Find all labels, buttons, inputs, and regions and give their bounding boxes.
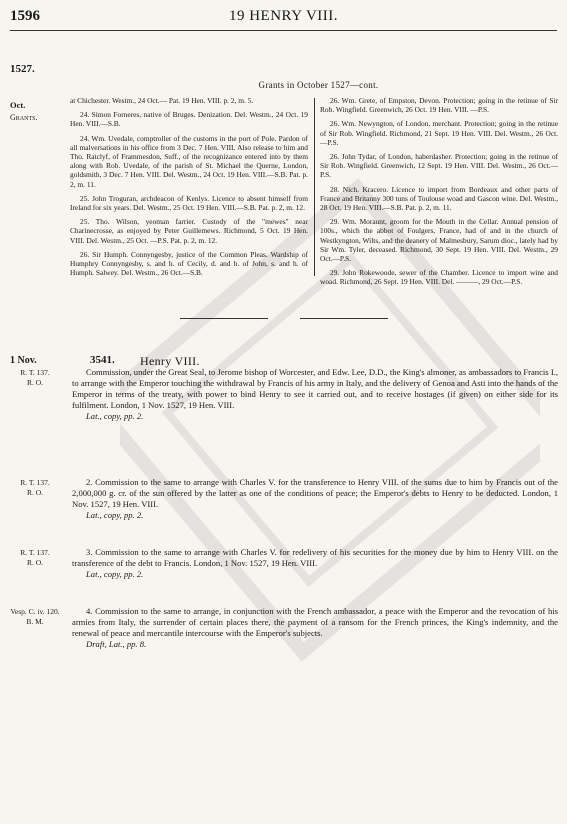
margin-ref-line: B. M. [26, 617, 44, 626]
grants-left-column [70, 96, 308, 282]
margin-ref-line: R. O. [26, 558, 44, 567]
grant-entry: 24. Wm. Uvedale, comptroller of the customs in the port of Pole. Pardon of all malversations in his office from 3 Dec. 7 Hen. VIII. Also release to him and Tho. Ratclyf, of Frammesdon, Suff., of the recognizance entered into by them along with Rob. Uvedale, of the parish of St. Michael the Querne, London, goldsmith, 3 Dec. 7 Hen. VIII. Del. Westm., 24 Oct. 19 Hen. VIII.—S.B. Pat. p. 2, m. 11. [70, 133, 308, 189]
page-number: 1596 [10, 8, 40, 24]
entry-number: 3541. [90, 354, 115, 366]
margin-ref-line: Vesp. C. iv. 120. [10, 607, 60, 616]
header-rule [10, 30, 557, 31]
grants-section-title: Grants in October 1527—cont. [258, 80, 379, 90]
entry-title: Henry VIII. [140, 354, 200, 368]
margin-reference [8, 368, 62, 388]
paragraph-text: 2. Commission to the same to arrange with Charles V. for the transference to Henry VIII. of the sums due to him by Francis out of the 2,000,000 g. cr. of the sun offered by the latter as one of the conditions of peace; the Emperor's debts to Henry to be deducted. London, 1 Nov. 1527, 19 Hen. VIII. [72, 477, 558, 509]
section-separator-left [180, 318, 268, 319]
margin-reference [8, 607, 62, 627]
grant-entry: 29. Wm. Moraunt, groom for the Mouth in the Cellar. Annual pension of 100s., which the abbot of Foulgers, France, had of and in the church of Westkyngton, Wilts, and the deanery of Malmesbury, Sarum dioc., lately had by Sir Wm. Tyler, deceased. Richmond, 30 Sept. 19 Hen. VIII. Del. Westm., 29 Oct.—P.S. [320, 217, 558, 264]
entry-paragraph [72, 606, 558, 650]
paragraph-text: Commission, under the Great Seal, to Jerome bishop of Worcester, and Edw. Lee, D.D., the King's almoner, as ambassadors to Francis I., to arrange with the Emperor touching the withdrawal by Francis of his army in Italy, and the delivery of Genoa and Asti into the hands of the Emperor in terms of the treaty, with power to bind Henry to see it carried out, and to receive hostages (if given) on either side for its fulfilment. London, 1 Nov. 1527, 19 Hen. VIII. [72, 367, 558, 410]
grant-entry: 26. Wm. Grete, of Empston, Devon. Protection; going in the retinue of Sir Rob. Wingfield. Greenwich, 26 Oct. 19 Hen. VIII. —P.S. [320, 96, 558, 115]
margin-ref-line: R. O. [26, 488, 44, 497]
section-separator-right [300, 318, 388, 319]
margin-reference [8, 548, 62, 568]
margin-reference [8, 478, 62, 498]
paragraph-source: Lat., copy, pp. 2. [86, 411, 144, 421]
grant-entry: 28. Nich. Kracero. Licence to import from Bordeaux and other parts of France and Britanny 300 tuns of Toulouse woad and Gascon wine. Del. Westm., 28 Oct. 19 Hen. VIII.—S.B. Pat. p. 2, m. 11. [320, 184, 558, 213]
grants-right-column [320, 96, 558, 292]
margin-ref-line: R. O. [26, 378, 44, 387]
entry-paragraph [72, 547, 558, 580]
paragraph-source: Lat., copy, pp. 2. [86, 510, 144, 520]
margin-month: Oct. [10, 100, 26, 110]
grant-entry: 26. John Tydar, of London, haberdasher. Protection; going in the retinue of Sir Rob. Wingfield. Greenwich, 12 Sept. 19 Hen. VIII. Del. Westm., 26 Oct.—P.S. [320, 152, 558, 180]
paragraph-source: Lat., copy, pp. 2. [86, 569, 144, 579]
margin-ref-line: R. T. 137. [20, 368, 50, 377]
grant-entry: 25. John Troguran, archdeacon of Kenlys. Licence to absent himself from Ireland for six years. Del. Westm., 25 Oct. 19 Hen. VIII.—S.B. Pat. p. 2, m. 12. [70, 193, 308, 213]
year-label: 1527. [10, 63, 35, 75]
grant-entry: 26. Sir Humph. Connyngesby, justice of the Common Pleas. Wardship of Humphry Connyngesby, s. and h. of Cecily, d. and h. of John, s. and h. of Humph. Salwey. Del. Westm., 26 Oct.—S.B. [70, 249, 308, 278]
grant-entry: 24. Simon Forneres, native of Bruges. Denization. Del. Westm., 24 Oct. 19 Hen. VIII.—S.B. [70, 110, 308, 129]
grant-entry: 29. John Rokewoode, sewer of the Chamber. Licence to import wine and woad. Richmond, 26 Sept. 19 Hen. VIII. Del. ———, 29 Oct.—P.S. [320, 268, 558, 287]
margin-ref-line: R. T. 137. [20, 548, 50, 557]
paragraph-source: Draft, Lat., pp. 8. [86, 639, 147, 649]
grant-entry: 25. Tho. Wilson, yeoman farrier. Custody of the "mewes" near Charinecrosse, as enjoyed by Peter Guillemews. Richmond, 5 Oct. 19 Hen. VIII. Del. Westm., 25 Oct. —P.S. Pat. p. 2, m. 12. [70, 217, 308, 245]
grant-entry: 26. Wm. Newyngton, of London, merchant. Protection; going in the retinue of Sir Rob. Wingfield. Richmond, 21 Sept. 19 Hen. VIII. Del. Westm., 26 Oct.—P.S. [320, 119, 558, 147]
margin-section: Grants. [10, 113, 38, 122]
column-divider [314, 98, 315, 276]
entry-date: 1 Nov. [10, 355, 37, 366]
entry-paragraph [72, 477, 558, 521]
paragraph-text: 3. Commission to the same to arrange with Charles V. for redelivery of his securities for the money due by him to Henry VIII. on the transference of the debt to Francis. London, 1 Nov. 1527, 19 Hen. VIII. [72, 547, 558, 568]
running-title: 19 HENRY VIII. [228, 8, 339, 24]
margin-ref-line: R. T. 137. [20, 478, 50, 487]
paragraph-text: 4. Commission to the same to arrange, in conjunction with the French ambassador, a peace with the Emperor and the revocation of his armies from Italy, the surrender of certain places there, the payment of a ransom for the French princes, the King's indemnity, and the renewal of peace and mercantile intercourse with the Emperor's subjects. [72, 606, 558, 638]
entry-paragraph [72, 367, 558, 422]
grant-entry: at Chichester. Westm., 24 Oct.— Pat. 19 Hen. VIII. p. 2, m. 5. [70, 96, 254, 105]
